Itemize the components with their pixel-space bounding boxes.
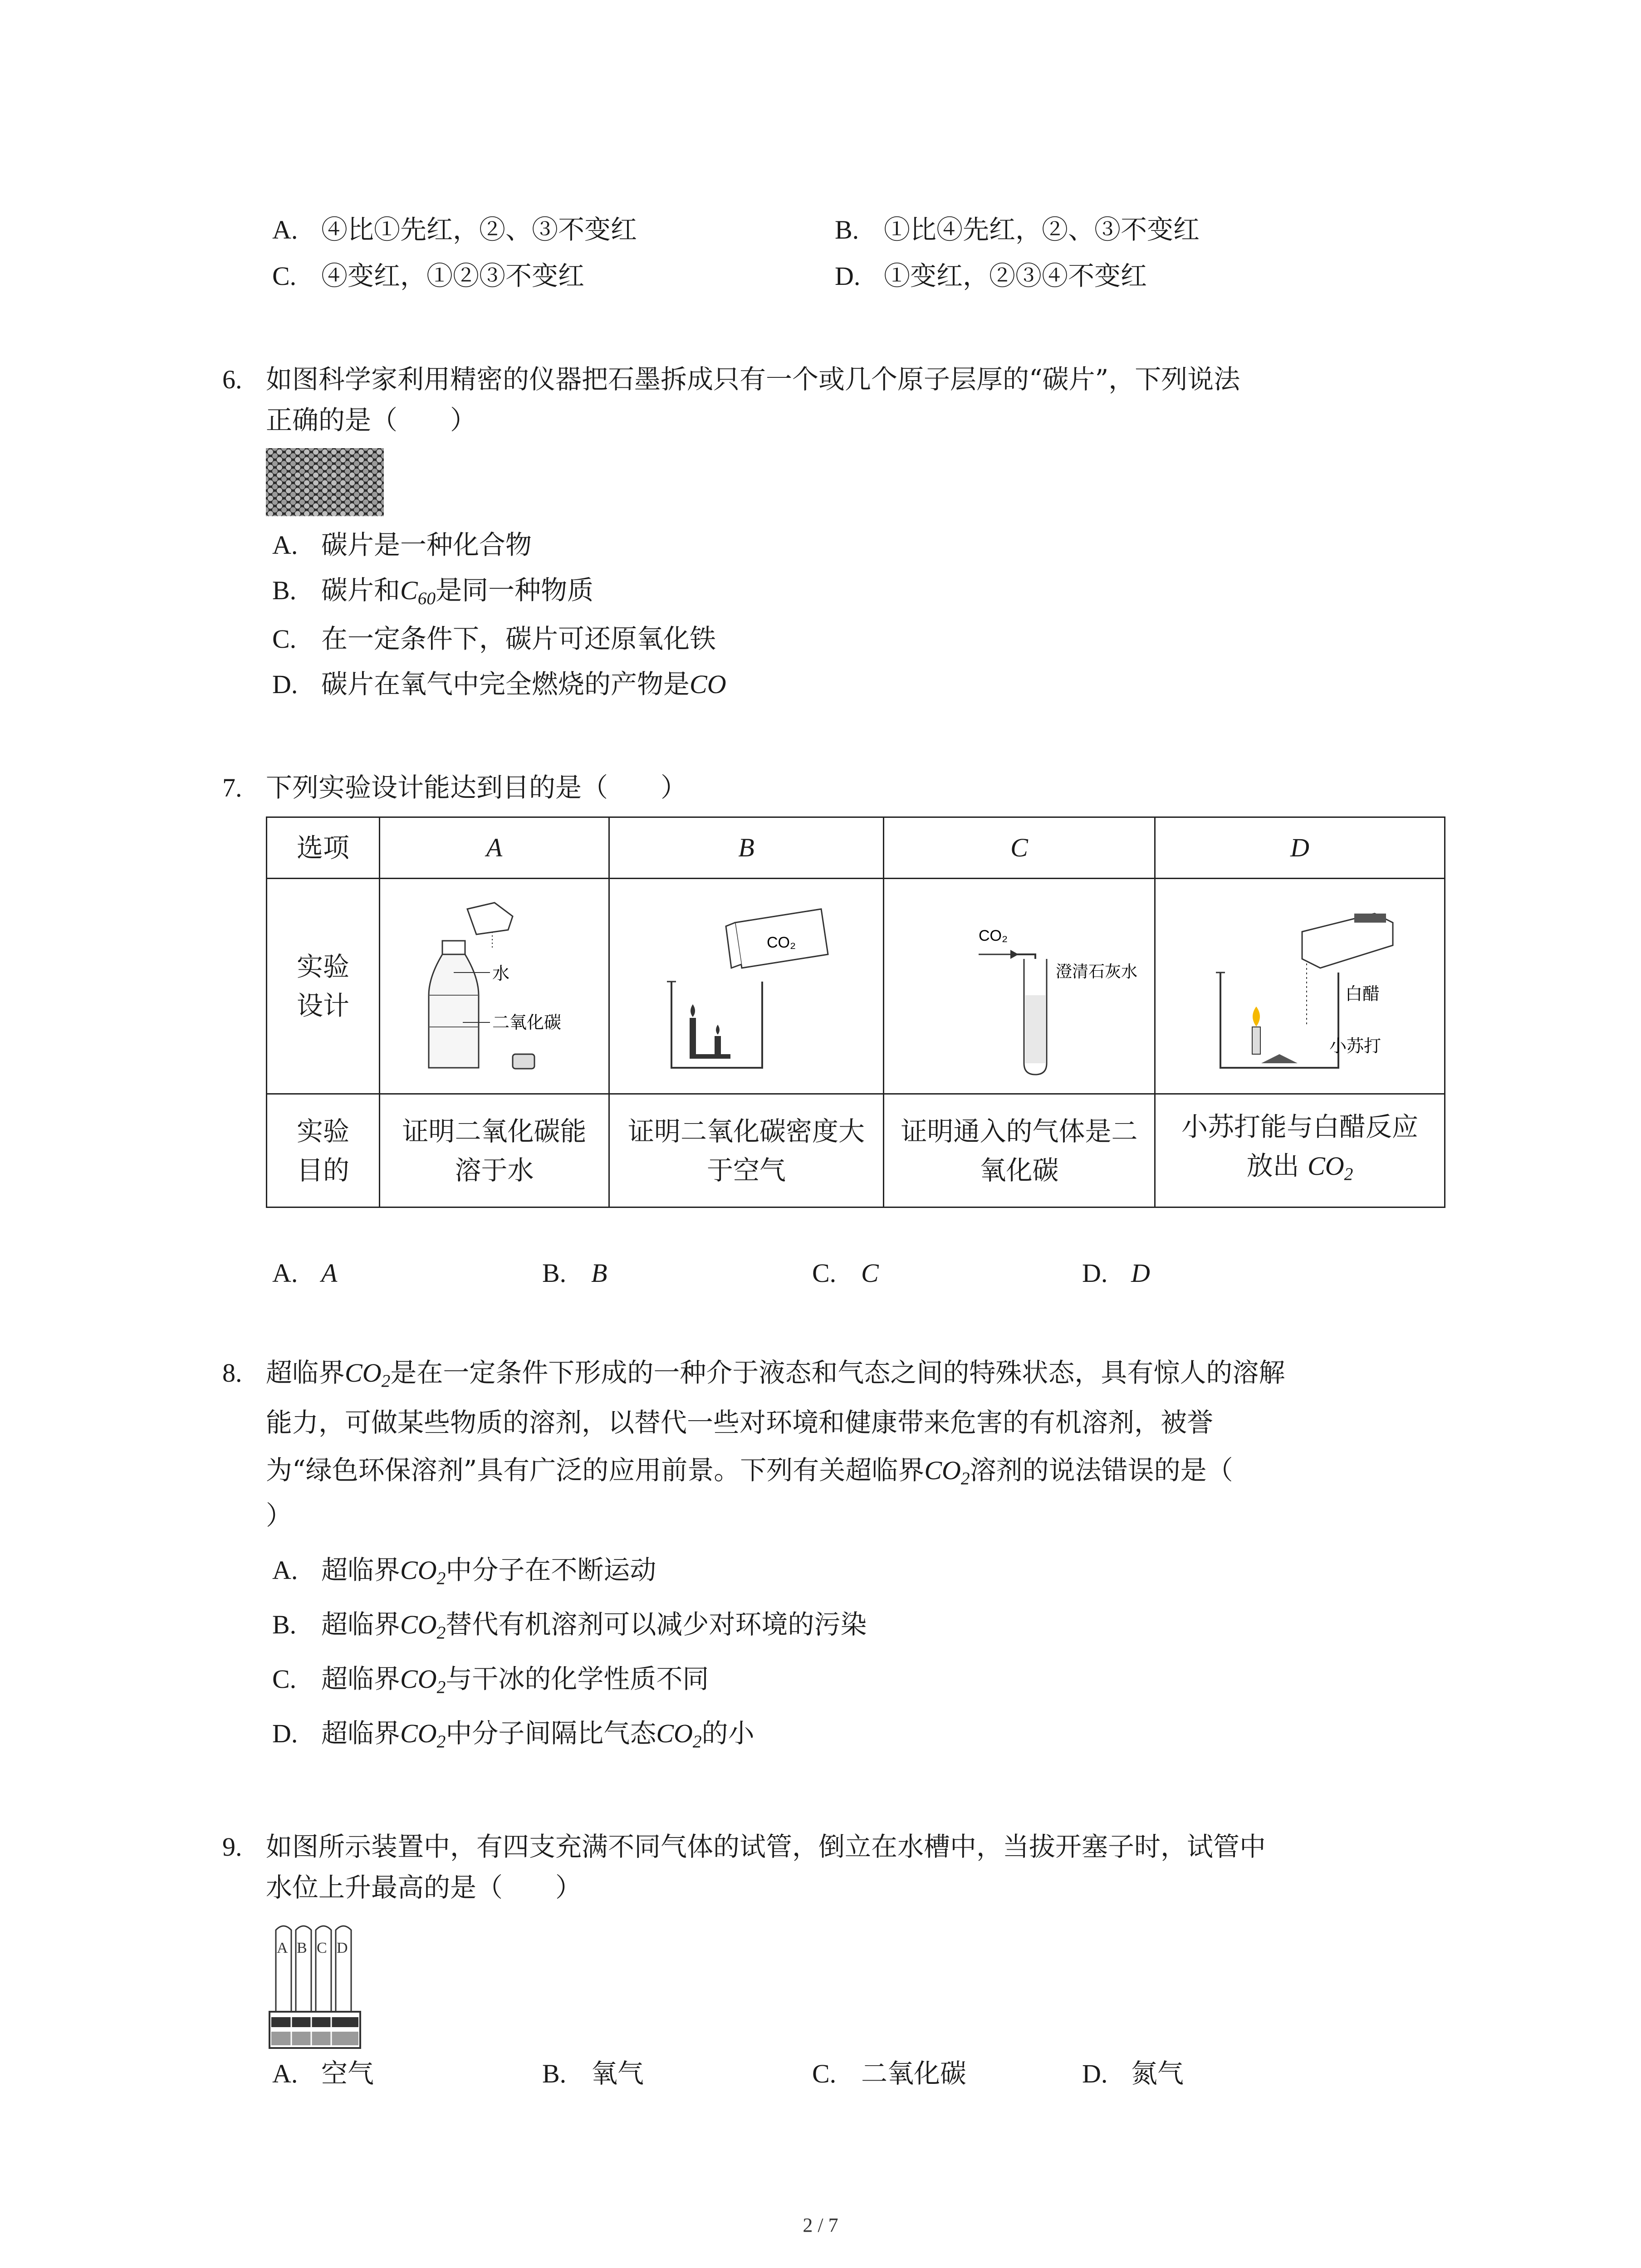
q8-option-a: A. 超临界$CO_2$中分子在不断运动 (272, 1554, 656, 1589)
purpose-c: 证明通入的气体是二氧化碳 (884, 1094, 1155, 1207)
label-co2-a: 二氧化碳 (492, 1013, 561, 1032)
graphene-image (266, 448, 384, 516)
label-baking-soda: 小苏打 (1329, 1037, 1381, 1056)
tube-label-c: C (317, 1940, 327, 1956)
table-header-row (267, 817, 1445, 879)
label-water: 水 (492, 964, 509, 983)
purpose-b: 证明二氧化碳密度大于空气 (609, 1094, 884, 1207)
q6-option-b: B. 碳片和$C_{60}$是同一种物质 (272, 575, 594, 609)
q8-stem-line1: 8. 超临界$CO_2$是在一定条件下形成的一种介于液态和气态之间的特殊状态，具有惊人的溶解 (222, 1357, 1285, 1391)
q5-option-c: C. ④变红，①②③不变红 (272, 260, 585, 291)
design-b-figure (609, 879, 884, 1094)
q9-stem-line2: 水位上升最高的是（ ） (266, 1872, 582, 1903)
q6-option-c: C. 在一定条件下，碳片可还原氧化铁 (272, 623, 716, 654)
q7-stem: 7. 下列实验设计能达到目的是（ ） (222, 772, 687, 803)
q6-stem-line1: 6. 如图科学家利用精密的仪器把石墨拆成只有一个或几个原子层厚的“碳片”，下列说法 (222, 364, 1240, 395)
purpose-d: 小苏打能与白醋反应放出 $CO_2$ (1155, 1094, 1445, 1207)
q8-option-c: C. 超临界$CO_2$与干冰的化学性质不同 (272, 1663, 709, 1697)
q9-option-a: A. 空气 (272, 2058, 374, 2089)
q5-option-a: A. ④比①先红，②、③不变红 (272, 214, 637, 245)
tube-label-d: D (337, 1940, 348, 1956)
q5-option-d: D. ①变红，②③④不变红 (835, 260, 1147, 291)
purpose-a: 证明二氧化碳能溶于水 (380, 1094, 609, 1207)
q8-option-d: D. 超临界$CO_2$中分子间隔比气态$CO_2$的小 (272, 1718, 754, 1752)
header-d: D (1155, 817, 1445, 879)
header-b: B (609, 817, 884, 879)
q6-option-a: A. 碳片是一种化合物 (272, 529, 532, 560)
page-number: 2 / 7 (803, 2214, 838, 2236)
q7-option-a: A. A (272, 1258, 338, 1288)
label-co2-b: CO₂ (767, 934, 796, 951)
q7-option-b: B. B (542, 1258, 607, 1288)
test-tube-apparatus (268, 1921, 372, 2057)
q7-option-c: C. C (812, 1258, 879, 1288)
header-a: A (380, 817, 609, 879)
q8-option-b: B. 超临界$CO_2$替代有机溶剂可以减少对环境的污染 (272, 1609, 867, 1643)
q8-stem-line3: 为“绿色环保溶剂”具有广泛的应用前景。下列有关超临界$CO_2$溶剂的说法错误的是（ (266, 1455, 1233, 1489)
design-c-figure (884, 879, 1155, 1094)
q5-option-b: B. ①比④先红，②、③不变红 (835, 214, 1200, 245)
experiment-table (266, 816, 1445, 1208)
table-design-row (267, 879, 1445, 1094)
q9-option-c: C. 二氧化碳 (812, 2058, 967, 2089)
q9-option-d: D. 氮气 (1082, 2058, 1184, 2089)
design-a-figure (380, 879, 609, 1094)
q8-stem-line2: 能力，可做某些物质的溶剂，以替代一些对环境和健康带来危害的有机溶剂，被誉 (266, 1407, 1214, 1438)
label-limewater: 澄清石灰水 (1055, 962, 1137, 981)
header-c: C (884, 817, 1155, 879)
q9-option-b: B. 氧气 (542, 2058, 644, 2089)
design-label: 实验设计 (267, 879, 380, 1094)
q9-stem-line1: 9. 如图所示装置中，有四支充满不同气体的试管，倒立在水槽中，当拔开塞子时，试管中 (222, 1831, 1266, 1862)
table-purpose-row (267, 1094, 1445, 1207)
q7-option-d: D. D (1082, 1258, 1150, 1288)
q8-stem-line4: ） (266, 1500, 293, 1531)
label-vinegar: 白醋 (1345, 985, 1380, 1004)
purpose-label: 实验目的 (267, 1094, 380, 1207)
tube-label-a: A (277, 1940, 288, 1956)
q6-option-d: D. 碳片在氧气中完全燃烧的产物是CO (272, 669, 726, 699)
q6-stem-line2: 正确的是（ ） (266, 405, 477, 435)
label-co2-c: CO₂ (978, 927, 1008, 944)
design-d-figure (1155, 879, 1445, 1094)
tube-label-b: B (297, 1940, 307, 1956)
header-option-label: 选项 (267, 817, 380, 879)
